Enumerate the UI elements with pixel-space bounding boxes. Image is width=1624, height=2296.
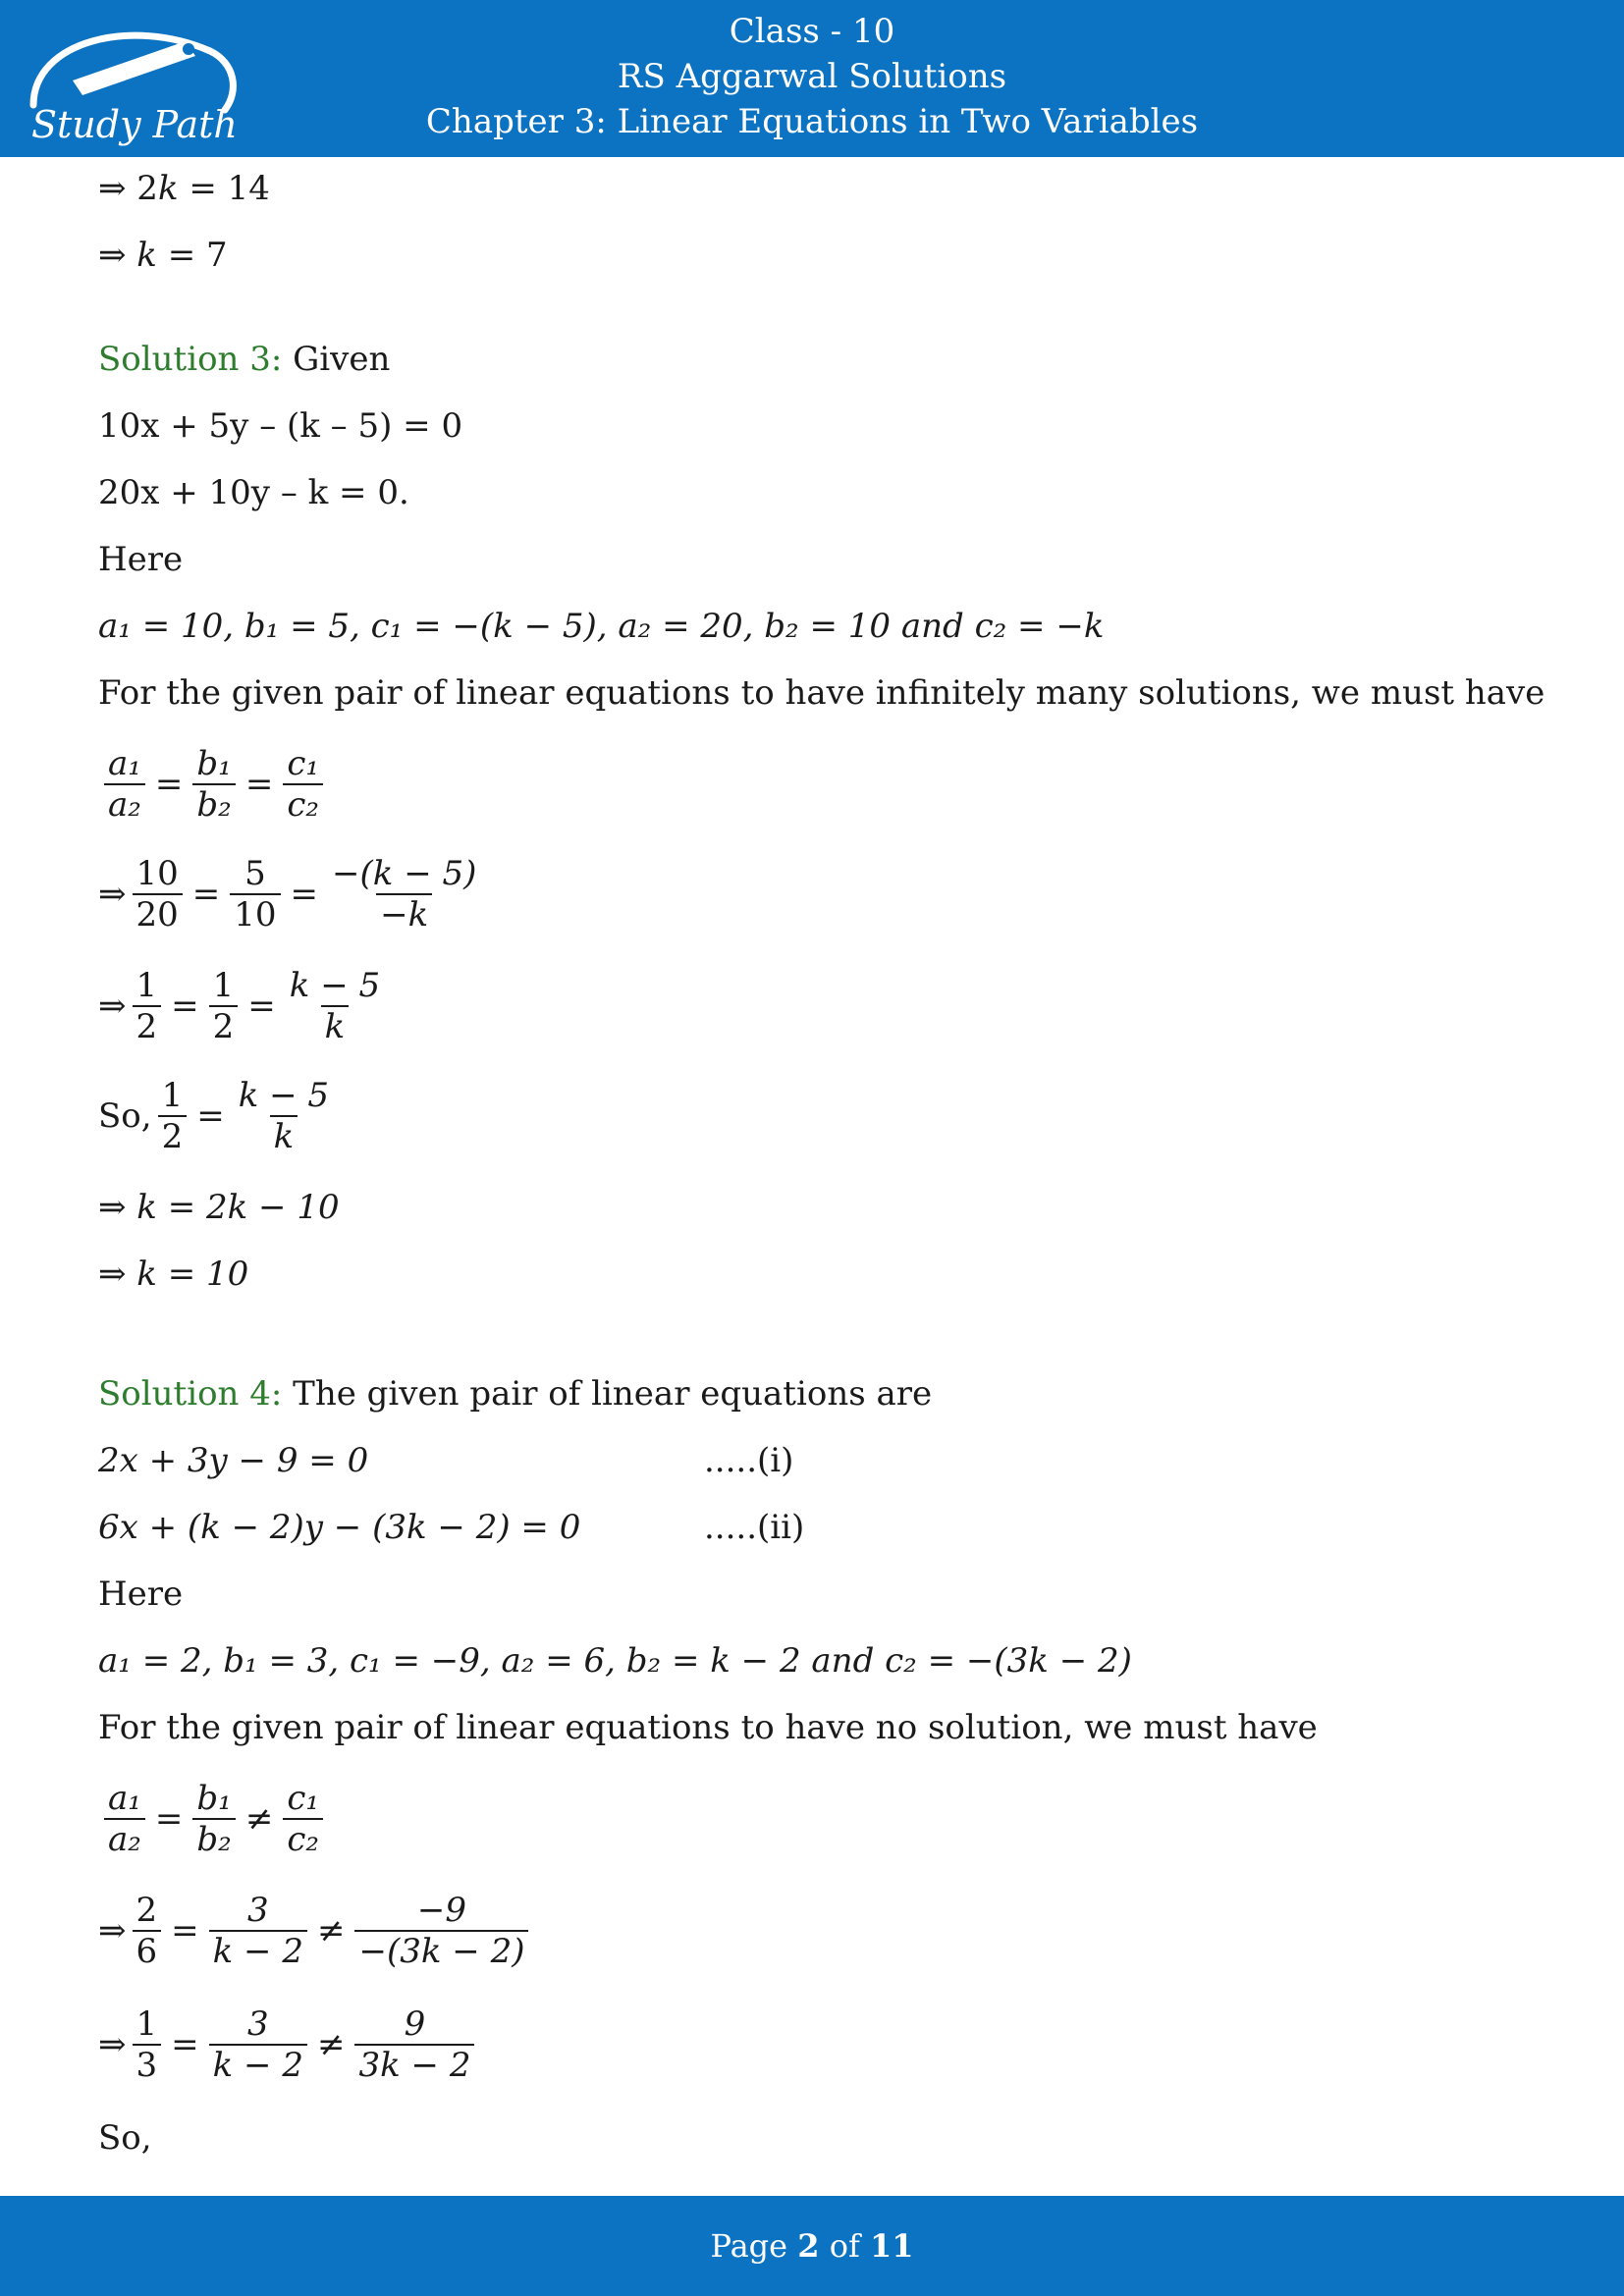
- header-class: Class - 10: [729, 12, 895, 51]
- numerator: c₁: [287, 744, 319, 783]
- sol3-coefficients: a₁ = 10, b₁ = 5, c₁ = −(k − 5), a₂ = 20, b₂ = 10 and c₂ = −k: [98, 607, 1105, 646]
- solution-4-label: Solution 4:: [98, 1374, 283, 1414]
- numerator: 1: [135, 2004, 158, 2044]
- sol4-statement: For the given pair of linear equations to have no solution, we must have: [98, 1708, 1318, 1747]
- sol4-here: Here: [98, 1575, 184, 1614]
- fraction: [158, 1076, 188, 1156]
- numerator: b₁: [196, 744, 232, 783]
- fraction: [209, 2004, 307, 2085]
- fraction: [230, 854, 280, 934]
- page-number: 2: [797, 2227, 820, 2265]
- denominator: 3k − 2: [354, 2044, 474, 2085]
- top-line-1: [98, 167, 270, 210]
- sol3-ratio-general: [98, 744, 329, 825]
- fraction: [328, 854, 480, 934]
- denominator: b₂: [192, 1818, 235, 1859]
- solution-3-label: Solution 3:: [98, 340, 283, 379]
- numerator: −9: [416, 1891, 467, 1930]
- fraction: [104, 1779, 145, 1859]
- denominator: a₂: [104, 1818, 145, 1859]
- sol4-eq2-ref: .....(ii): [704, 1508, 805, 1547]
- equals: =: [171, 2025, 199, 2064]
- fraction: [133, 854, 183, 934]
- top-line-2: [98, 234, 228, 277]
- fraction: [133, 2004, 162, 2085]
- equals: =: [171, 987, 199, 1026]
- implies: ⇒: [98, 1911, 127, 1950]
- not-equals: ≠: [316, 1911, 346, 1950]
- numerator: 1: [212, 966, 235, 1005]
- not-equals: ≠: [316, 2025, 346, 2064]
- footer-page-word: Page: [710, 2227, 798, 2265]
- numerator: 3: [246, 2004, 269, 2044]
- sol3-statement: For the given pair of linear equations to have infinitely many solutions, we must have: [98, 673, 1545, 713]
- numerator: 1: [161, 1076, 184, 1115]
- numerator: −(k − 5): [332, 854, 477, 893]
- equals: =: [196, 1096, 225, 1136]
- fraction: [209, 966, 239, 1046]
- numerator: 3: [246, 1891, 269, 1930]
- denominator: k − 2: [209, 2044, 307, 2085]
- var-k: k: [136, 236, 157, 275]
- sol3-step-6: ⇒ k = 10: [98, 1255, 249, 1294]
- fraction: [133, 1891, 162, 1971]
- denominator: 3: [133, 2044, 162, 2085]
- equals: =: [154, 1799, 184, 1839]
- sol4-ratio-values: [98, 1891, 534, 1971]
- numerator: c₁: [287, 1779, 319, 1818]
- denominator: k: [270, 1115, 298, 1156]
- header-book: RS Aggarwal Solutions: [617, 57, 1007, 96]
- denominator: c₂: [283, 783, 323, 825]
- sol3-eq2: 20x + 10y – k = 0.: [98, 473, 409, 512]
- denominator: 2: [133, 1005, 162, 1046]
- sol4-eq2: 6x + (k − 2)y − (3k − 2) = 0: [98, 1508, 581, 1547]
- numerator: a₁: [108, 744, 141, 783]
- sol4-eq1-ref: .....(i): [704, 1441, 794, 1480]
- numerator: 9: [404, 2004, 426, 2044]
- numerator: 2: [135, 1891, 158, 1930]
- text: Given: [282, 340, 391, 379]
- sol4-ratio-general: [98, 1779, 329, 1859]
- footer-of-word: of: [819, 2227, 870, 2265]
- sol4-coefficients: a₁ = 2, b₁ = 3, c₁ = −9, a₂ = 6, b₂ = k − 2 and c₂ = −(3k − 2): [98, 1641, 1132, 1681]
- fraction: [104, 744, 145, 825]
- denominator: 2: [158, 1115, 188, 1156]
- sol3-eq1: 10x + 5y – (k – 5) = 0: [98, 406, 463, 446]
- fraction: [354, 2004, 474, 2085]
- fraction: [209, 1891, 307, 1971]
- page-footer: [0, 2196, 1624, 2296]
- fraction: [354, 1891, 528, 1971]
- denominator: −k: [376, 893, 432, 934]
- implies: ⇒: [98, 875, 127, 914]
- text: ⇒ 2: [98, 169, 158, 208]
- text: ⇒: [98, 236, 137, 275]
- fraction: [192, 744, 235, 825]
- implies: ⇒: [98, 987, 127, 1026]
- denominator: b₂: [192, 783, 235, 825]
- sol3-step-5: ⇒ k = 2k − 10: [98, 1188, 340, 1227]
- denominator: 2: [209, 1005, 239, 1046]
- sol4-ratio-simplified: [98, 2004, 480, 2085]
- numerator: k − 5: [289, 966, 381, 1005]
- equals: =: [244, 765, 274, 804]
- denominator: k: [321, 1005, 350, 1046]
- equals: =: [154, 765, 184, 804]
- numerator: 1: [135, 966, 158, 1005]
- sol4-so: So,: [98, 2118, 152, 2158]
- fraction: [133, 966, 162, 1046]
- text: = 7: [156, 236, 228, 275]
- fraction: [192, 1779, 235, 1859]
- sol4-eq1: 2x + 3y − 9 = 0: [98, 1441, 369, 1480]
- fraction: [283, 1779, 323, 1859]
- denominator: c₂: [283, 1818, 323, 1859]
- svg-text:Study Path: Study Path: [31, 103, 238, 146]
- implies: ⇒: [98, 2025, 127, 2064]
- text: = 14: [178, 169, 270, 208]
- equals: =: [290, 875, 319, 914]
- numerator: a₁: [108, 1779, 141, 1818]
- total-pages: 11: [869, 2227, 914, 2265]
- header-chapter: Chapter 3: Linear Equations in Two Variables: [425, 102, 1199, 141]
- numerator: k − 5: [238, 1076, 330, 1115]
- sol3-ratio-values: [98, 854, 486, 934]
- text: The given pair of linear equations are: [282, 1374, 933, 1414]
- equals: =: [191, 875, 221, 914]
- fraction: [235, 1076, 333, 1156]
- denominator: a₂: [104, 783, 145, 825]
- solution-3-heading: [98, 338, 390, 381]
- numerator: b₁: [196, 1779, 232, 1818]
- so-label: So,: [98, 1096, 152, 1136]
- solution-4-heading: [98, 1372, 932, 1415]
- denominator: 6: [133, 1930, 162, 1971]
- fraction: [286, 966, 384, 1046]
- denominator: k − 2: [209, 1930, 307, 1971]
- page-header: [0, 0, 1624, 157]
- equals: =: [247, 987, 276, 1026]
- not-equals: ≠: [244, 1799, 274, 1839]
- numerator: 5: [244, 854, 266, 893]
- denominator: −(3k − 2): [354, 1930, 528, 1971]
- denominator: 20: [133, 893, 183, 934]
- sol3-so-equation: [98, 1076, 339, 1156]
- var-k: k: [157, 169, 179, 208]
- sol3-here: Here: [98, 540, 184, 579]
- numerator: 10: [135, 854, 179, 893]
- equals: =: [171, 1911, 199, 1950]
- sol3-ratio-simplified: [98, 966, 390, 1046]
- fraction: [283, 744, 323, 825]
- denominator: 10: [230, 893, 280, 934]
